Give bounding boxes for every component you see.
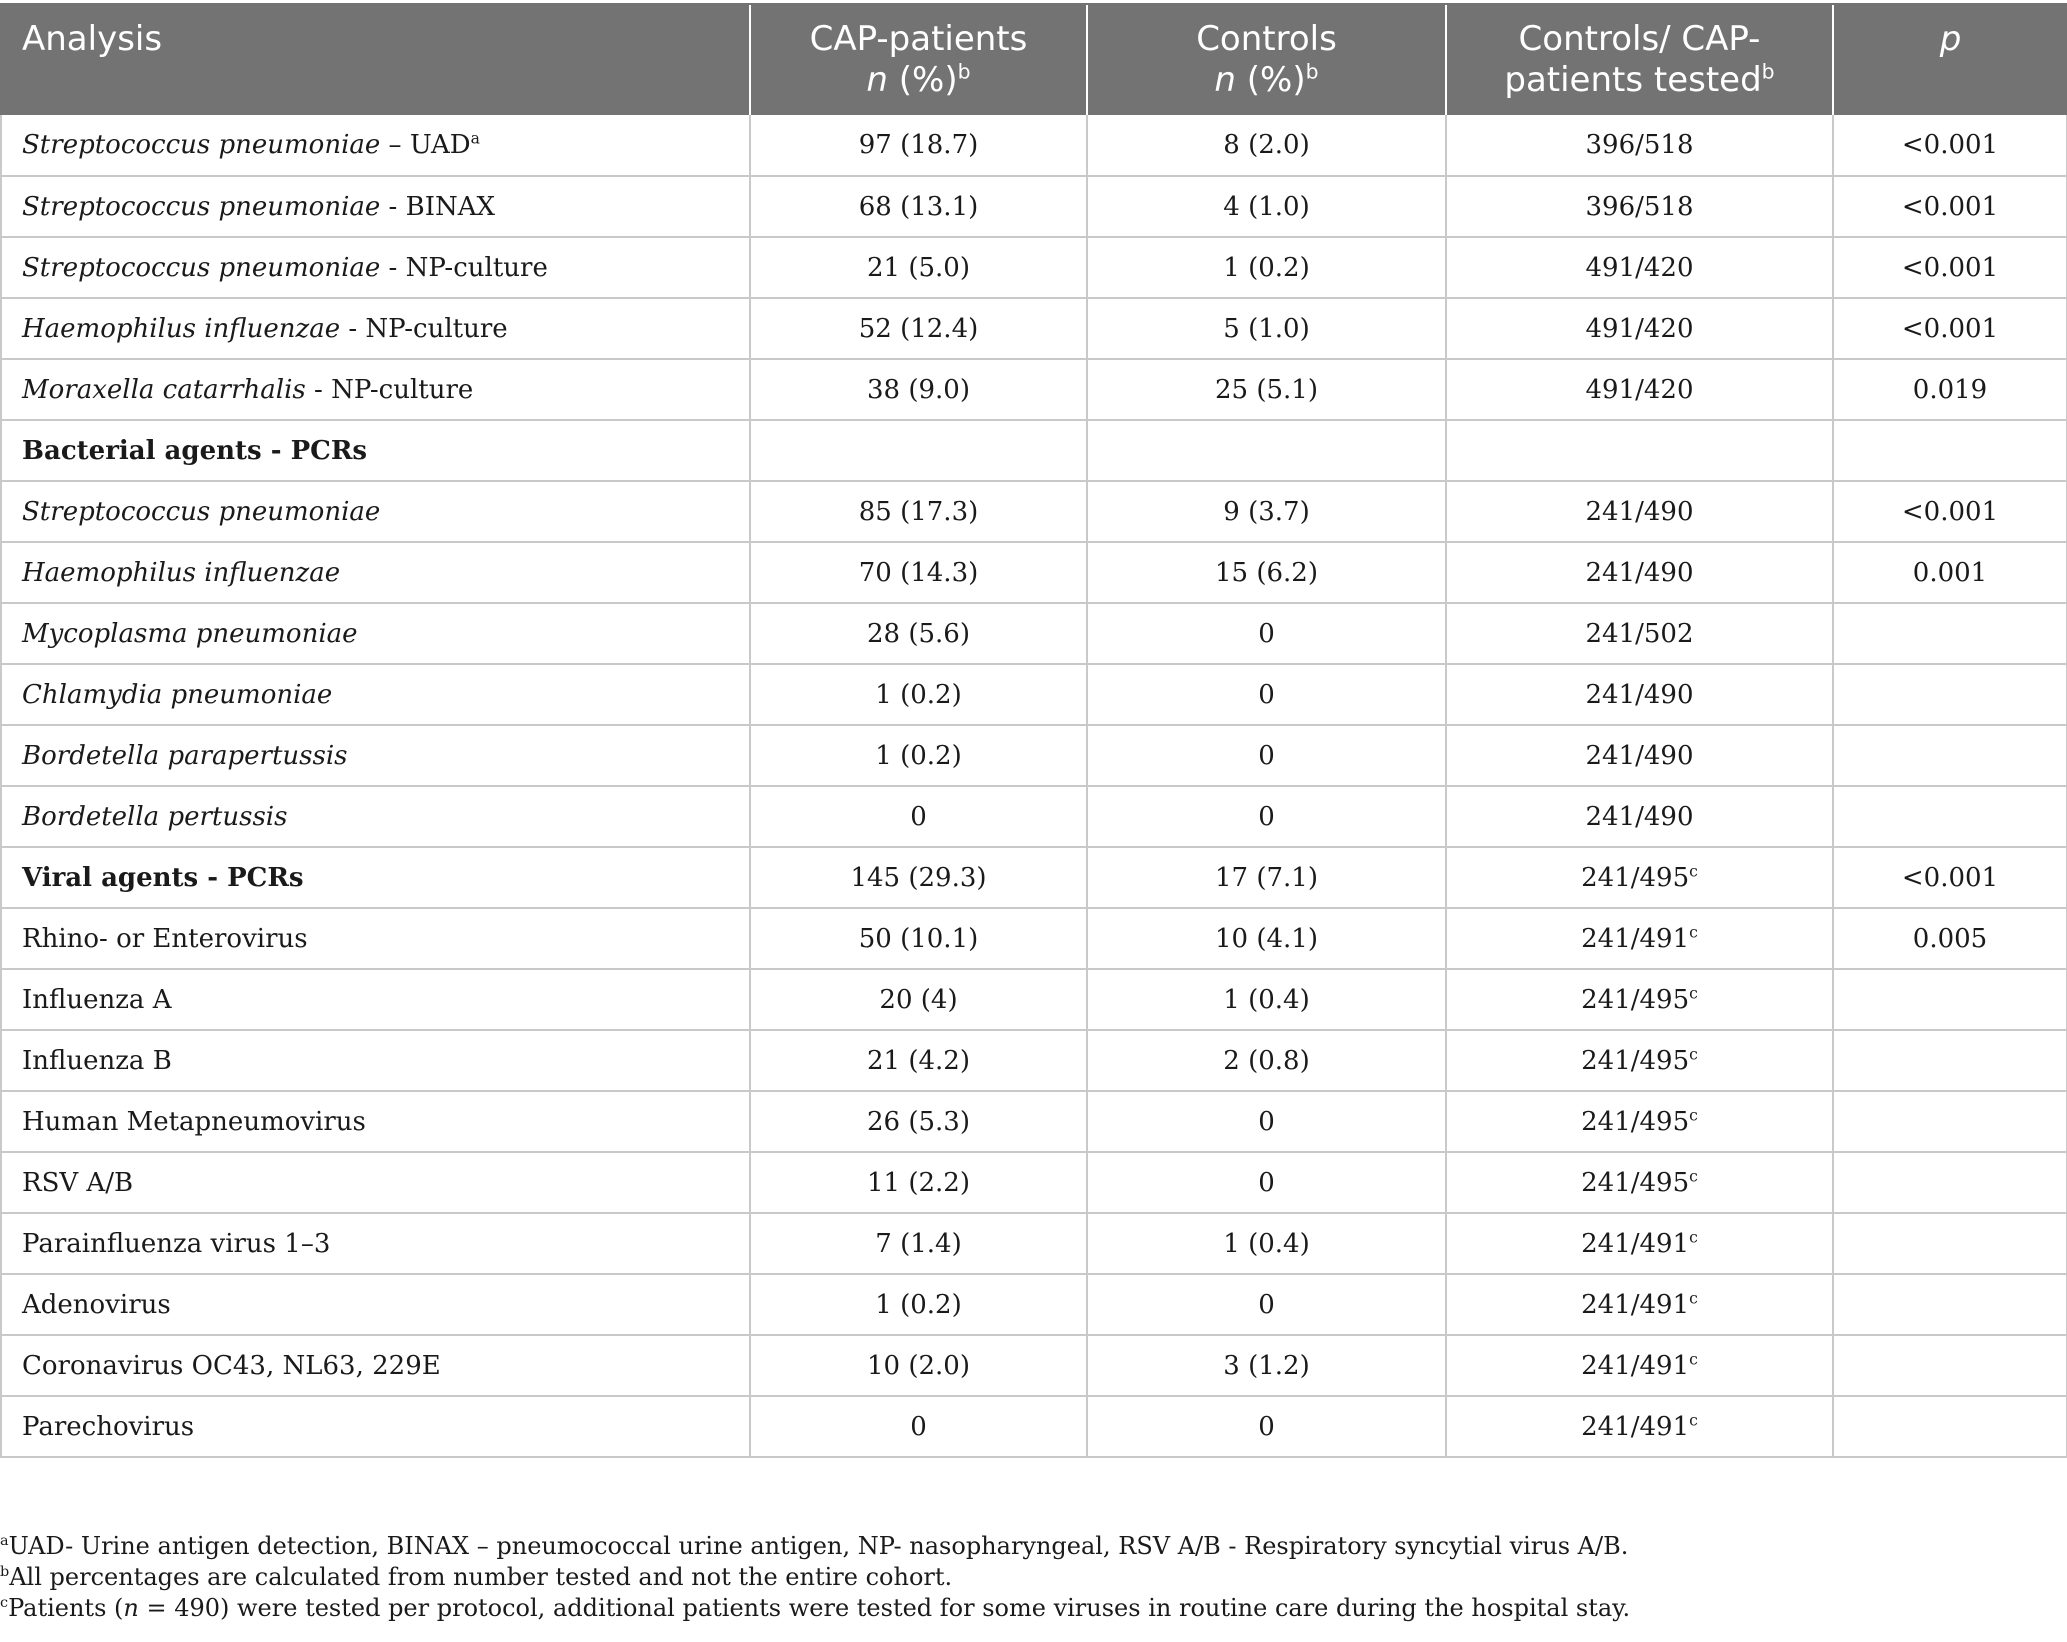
cell-analysis — [1, 664, 750, 725]
cell-cap-patients — [750, 603, 1087, 664]
footnote-b-text: All percentages are calculated from number tested and not the entire cohort. — [9, 1563, 953, 1591]
tested-value: 491/420 — [1585, 252, 1694, 283]
controls-value: 0 — [1258, 618, 1275, 649]
controls-value: 2 (0.8) — [1223, 1045, 1310, 1076]
analysis-label: Influenza A — [22, 984, 172, 1015]
cell-cap-patients — [750, 1030, 1087, 1091]
tested-value: 241/495 — [1581, 1167, 1690, 1198]
tested-value: 396/518 — [1585, 191, 1694, 222]
cell-cap-patients — [750, 420, 1087, 481]
cell-p-value — [1833, 1213, 2067, 1274]
cell-analysis — [1, 359, 750, 420]
header-controls-line1: Controls — [1196, 19, 1337, 59]
cell-tested — [1446, 725, 1833, 786]
header-controls — [1087, 4, 1446, 115]
controls-value: 17 (7.1) — [1215, 862, 1318, 893]
cell-p-value — [1833, 1091, 2067, 1152]
cell-controls — [1087, 969, 1446, 1030]
cell-analysis — [1, 115, 750, 176]
table-row — [1, 847, 2067, 908]
tested-value: 241/491 — [1581, 923, 1690, 954]
cell-cap-patients — [750, 237, 1087, 298]
table-row — [1, 908, 2067, 969]
organism-name: Streptococcus pneumoniae — [22, 191, 381, 222]
cell-tested — [1446, 908, 1833, 969]
cell-p-value — [1833, 298, 2067, 359]
organism-name: Streptococcus pneumoniae — [22, 130, 381, 160]
header-cap-patients — [750, 4, 1087, 115]
table-row — [1, 664, 2067, 725]
cell-cap-patients — [750, 725, 1087, 786]
cap-value: 7 (1.4) — [875, 1228, 962, 1259]
cell-controls — [1087, 1152, 1446, 1213]
cell-tested — [1446, 1274, 1833, 1335]
section-heading: Bacterial agents - PCRs — [22, 435, 368, 466]
table-row — [1, 481, 2067, 542]
method-suffix: – UAD — [380, 130, 471, 160]
cell-tested — [1446, 1030, 1833, 1091]
cell-cap-patients — [750, 359, 1087, 420]
method-suffix: - NP-culture — [305, 374, 474, 405]
cell-tested — [1446, 603, 1833, 664]
cell-cap-patients — [750, 664, 1087, 725]
analysis-label: Coronavirus OC43, NL63, 229E — [22, 1350, 441, 1381]
cell-cap-patients — [750, 115, 1087, 176]
cell-controls — [1087, 115, 1446, 176]
footnote-mark: c — [1689, 1105, 1698, 1124]
table-row — [1, 420, 2067, 481]
cap-value: 0 — [910, 1411, 927, 1442]
cell-analysis — [1, 603, 750, 664]
controls-value: 3 (1.2) — [1223, 1350, 1310, 1381]
analysis-label: Human Metapneumovirus — [22, 1106, 366, 1137]
cell-cap-patients — [750, 176, 1087, 237]
controls-value: 0 — [1258, 1106, 1275, 1137]
header-tested — [1446, 4, 1833, 115]
cell-cap-patients — [750, 481, 1087, 542]
footnote-c-n: n — [123, 1594, 139, 1622]
table-row — [1, 359, 2067, 420]
header-row — [1, 4, 2067, 115]
cell-analysis — [1, 1274, 750, 1335]
cap-value: 38 (9.0) — [867, 374, 970, 405]
tested-value: 241/490 — [1585, 679, 1694, 710]
method-suffix: - BINAX — [380, 191, 496, 222]
tested-value: 241/490 — [1585, 557, 1694, 588]
cell-analysis — [1, 298, 750, 359]
controls-value: 0 — [1258, 1411, 1275, 1442]
table-row — [1, 298, 2067, 359]
cell-analysis — [1, 237, 750, 298]
cap-value: 97 (18.7) — [858, 130, 979, 160]
cell-controls — [1087, 237, 1446, 298]
cell-analysis — [1, 420, 750, 481]
organism-name: Streptococcus pneumoniae — [22, 496, 381, 527]
controls-value: 8 (2.0) — [1223, 130, 1310, 160]
footnote-mark: c — [1689, 922, 1698, 941]
controls-value: 10 (4.1) — [1215, 923, 1318, 954]
table-row — [1, 1091, 2067, 1152]
cell-tested — [1446, 1396, 1833, 1457]
tested-value: 241/491 — [1581, 1228, 1690, 1259]
table-row — [1, 542, 2067, 603]
cap-value: 1 (0.2) — [875, 679, 962, 710]
cell-analysis — [1, 176, 750, 237]
cell-cap-patients — [750, 1213, 1087, 1274]
cap-value: 70 (14.3) — [858, 557, 979, 588]
footnote-c — [0, 1593, 1630, 1624]
cell-tested — [1446, 420, 1833, 481]
header-cap-n: n — [866, 60, 888, 100]
tested-value: 241/491 — [1581, 1411, 1690, 1442]
cell-p-value — [1833, 1152, 2067, 1213]
table-header — [1, 4, 2067, 115]
table-row — [1, 786, 2067, 847]
p-value: 0.019 — [1912, 374, 1988, 405]
cap-value: 11 (2.2) — [867, 1167, 970, 1198]
cell-tested — [1446, 969, 1833, 1030]
header-tested-line1: Controls/ CAP- — [1518, 19, 1761, 59]
header-tested-footnote-mark: b — [1761, 59, 1775, 84]
cap-value: 21 (4.2) — [867, 1045, 970, 1076]
footnote-b-mark: b — [0, 1564, 10, 1580]
table-body — [1, 115, 2067, 1457]
cell-p-value — [1833, 725, 2067, 786]
controls-value: 0 — [1258, 1167, 1275, 1198]
p-value: <0.001 — [1901, 862, 1999, 893]
analysis-label: Rhino- or Enterovirus — [22, 923, 308, 954]
cell-controls — [1087, 481, 1446, 542]
header-controls-n: n — [1214, 60, 1236, 100]
organism-name: Moraxella catarrhalis — [22, 374, 306, 405]
tested-value: 241/495 — [1581, 984, 1690, 1015]
controls-value: 4 (1.0) — [1223, 191, 1310, 222]
tested-value: 241/495 — [1581, 862, 1690, 893]
cell-tested — [1446, 481, 1833, 542]
cell-p-value — [1833, 542, 2067, 603]
cell-tested — [1446, 847, 1833, 908]
cell-p-value — [1833, 603, 2067, 664]
header-cap-pct: (%) — [887, 60, 958, 100]
tested-value: 491/420 — [1585, 313, 1694, 344]
cell-analysis — [1, 1396, 750, 1457]
tested-value: 396/518 — [1585, 130, 1694, 160]
table-row — [1, 115, 2067, 176]
table-row — [1, 237, 2067, 298]
cell-cap-patients — [750, 847, 1087, 908]
cell-tested — [1446, 1152, 1833, 1213]
organism-name: Chlamydia pneumoniae — [22, 679, 333, 710]
cell-cap-patients — [750, 1152, 1087, 1213]
cell-controls — [1087, 1030, 1446, 1091]
cell-cap-patients — [750, 969, 1087, 1030]
controls-value: 0 — [1258, 1289, 1275, 1320]
footnote-mark: c — [1689, 861, 1698, 880]
table-row — [1, 1152, 2067, 1213]
cap-value: 10 (2.0) — [867, 1350, 970, 1381]
analysis-label: Parechovirus — [22, 1411, 195, 1442]
cell-analysis — [1, 1030, 750, 1091]
cell-analysis — [1, 908, 750, 969]
analysis-label: Adenovirus — [22, 1289, 171, 1320]
footnotes — [0, 1531, 1630, 1624]
results-table-container — [0, 3, 2067, 1458]
cell-tested — [1446, 664, 1833, 725]
table-row — [1, 1396, 2067, 1457]
cell-analysis — [1, 847, 750, 908]
header-analysis-label: Analysis — [22, 19, 163, 59]
cell-p-value — [1833, 969, 2067, 1030]
analysis-label: Influenza B — [22, 1045, 172, 1076]
cell-tested — [1446, 1335, 1833, 1396]
cell-tested — [1446, 1091, 1833, 1152]
tested-value: 241/491 — [1581, 1289, 1690, 1320]
footnote-mark: c — [1689, 1166, 1698, 1185]
method-suffix: - NP-culture — [380, 252, 548, 283]
cell-p-value — [1833, 847, 2067, 908]
footnote-mark: a — [470, 129, 480, 148]
cap-value: 0 — [910, 801, 927, 832]
cell-controls — [1087, 359, 1446, 420]
cell-cap-patients — [750, 1274, 1087, 1335]
footnote-mark: c — [1689, 1349, 1698, 1368]
footnote-mark: c — [1689, 1288, 1698, 1307]
cell-controls — [1087, 847, 1446, 908]
cell-cap-patients — [750, 298, 1087, 359]
footnote-b — [0, 1562, 1630, 1593]
controls-value: 25 (5.1) — [1215, 374, 1318, 405]
cell-controls — [1087, 1091, 1446, 1152]
cell-analysis — [1, 725, 750, 786]
cell-p-value — [1833, 1274, 2067, 1335]
controls-value: 0 — [1258, 740, 1275, 771]
controls-value: 1 (0.4) — [1223, 1228, 1310, 1259]
footnote-a-text: UAD- Urine antigen detection, BINAX – pneumococcal urine antigen, NP- nasopharyngeal, RSV A/B - Respiratory syncytial virus A/B. — [8, 1532, 1629, 1560]
cell-p-value — [1833, 1335, 2067, 1396]
section-heading: Viral agents - PCRs — [22, 862, 304, 893]
cell-p-value — [1833, 664, 2067, 725]
organism-name: Streptococcus pneumoniae — [22, 252, 381, 283]
tested-value: 241/495 — [1581, 1045, 1690, 1076]
cell-controls — [1087, 420, 1446, 481]
cell-controls — [1087, 603, 1446, 664]
header-cap-footnote-mark: b — [957, 59, 971, 84]
cell-analysis — [1, 1213, 750, 1274]
tested-value: 241/490 — [1585, 740, 1694, 771]
cell-p-value — [1833, 908, 2067, 969]
table-row — [1, 1335, 2067, 1396]
cell-controls — [1087, 298, 1446, 359]
cap-value: 145 (29.3) — [850, 862, 987, 893]
controls-value: 5 (1.0) — [1223, 313, 1310, 344]
cap-value: 50 (10.1) — [858, 923, 979, 954]
cell-controls — [1087, 1213, 1446, 1274]
cell-analysis — [1, 1091, 750, 1152]
cell-controls — [1087, 725, 1446, 786]
cell-controls — [1087, 786, 1446, 847]
footnote-mark: c — [1689, 1410, 1698, 1429]
cell-analysis — [1, 969, 750, 1030]
cell-cap-patients — [750, 786, 1087, 847]
controls-value: 0 — [1258, 679, 1275, 710]
table-row — [1, 1274, 2067, 1335]
table-row — [1, 1030, 2067, 1091]
cell-p-value — [1833, 481, 2067, 542]
organism-name: Haemophilus influenzae — [22, 557, 341, 588]
cell-tested — [1446, 298, 1833, 359]
footnote-mark: c — [1689, 983, 1698, 1002]
footnote-c-mark: c — [0, 1595, 9, 1611]
cell-analysis — [1, 481, 750, 542]
cell-p-value — [1833, 420, 2067, 481]
cell-tested — [1446, 542, 1833, 603]
cap-value: 28 (5.6) — [867, 618, 970, 649]
cap-value: 20 (4) — [879, 984, 958, 1015]
header-p-value — [1833, 4, 2067, 115]
cell-controls — [1087, 542, 1446, 603]
p-value: <0.001 — [1901, 313, 1999, 344]
footnote-a — [0, 1531, 1630, 1562]
analysis-label: Parainfluenza virus 1–3 — [22, 1228, 331, 1259]
cell-analysis — [1, 1335, 750, 1396]
cap-value: 26 (5.3) — [867, 1106, 970, 1137]
p-value: <0.001 — [1901, 496, 1999, 527]
cap-value: 1 (0.2) — [875, 740, 962, 771]
cell-analysis — [1, 542, 750, 603]
footnote-c-pre: Patients ( — [8, 1594, 124, 1622]
cell-cap-patients — [750, 1335, 1087, 1396]
cell-tested — [1446, 115, 1833, 176]
cell-tested — [1446, 1213, 1833, 1274]
cell-tested — [1446, 786, 1833, 847]
cell-p-value — [1833, 1030, 2067, 1091]
cell-tested — [1446, 176, 1833, 237]
cell-controls — [1087, 1274, 1446, 1335]
cell-cap-patients — [750, 908, 1087, 969]
header-analysis — [1, 4, 750, 115]
table-row — [1, 176, 2067, 237]
analysis-label: RSV A/B — [22, 1167, 134, 1198]
cap-value: 68 (13.1) — [858, 191, 979, 222]
footnote-mark: c — [1689, 1044, 1698, 1063]
p-value: 0.001 — [1912, 557, 1988, 588]
cell-controls — [1087, 1396, 1446, 1457]
table-row — [1, 725, 2067, 786]
header-cap-line1: CAP-patients — [809, 19, 1028, 59]
tested-value: 491/420 — [1585, 374, 1694, 405]
footnote-mark: c — [1689, 1227, 1698, 1246]
p-value: <0.001 — [1901, 252, 1999, 283]
controls-value: 0 — [1258, 801, 1275, 832]
tested-value: 241/495 — [1581, 1106, 1690, 1137]
organism-name: Haemophilus influenzae — [22, 313, 341, 344]
controls-value: 15 (6.2) — [1215, 557, 1318, 588]
cell-p-value — [1833, 1396, 2067, 1457]
cell-cap-patients — [750, 1091, 1087, 1152]
cell-tested — [1446, 237, 1833, 298]
cell-controls — [1087, 664, 1446, 725]
controls-value: 1 (0.2) — [1223, 252, 1310, 283]
p-value: <0.001 — [1901, 191, 1999, 222]
cell-p-value — [1833, 359, 2067, 420]
controls-value: 1 (0.4) — [1223, 984, 1310, 1015]
table-row — [1, 603, 2067, 664]
tested-value: 241/490 — [1585, 801, 1694, 832]
tested-value: 241/490 — [1585, 496, 1694, 527]
cap-value: 85 (17.3) — [858, 496, 979, 527]
cap-value: 21 (5.0) — [867, 252, 970, 283]
cell-cap-patients — [750, 542, 1087, 603]
header-tested-line2: patients tested — [1504, 60, 1762, 100]
cell-analysis — [1, 1152, 750, 1213]
organism-name: Bordetella parapertussis — [22, 740, 348, 771]
cell-p-value — [1833, 176, 2067, 237]
organism-name: Mycoplasma pneumoniae — [22, 618, 358, 649]
cell-p-value — [1833, 115, 2067, 176]
results-table — [0, 3, 2067, 1458]
cell-controls — [1087, 176, 1446, 237]
header-controls-pct: (%) — [1235, 60, 1306, 100]
organism-name: Bordetella pertussis — [22, 801, 288, 832]
tested-value: 241/502 — [1585, 618, 1694, 649]
cell-cap-patients — [750, 1396, 1087, 1457]
cell-tested — [1446, 359, 1833, 420]
table-row — [1, 969, 2067, 1030]
cell-p-value — [1833, 237, 2067, 298]
header-p-label: p — [1939, 19, 1962, 59]
p-value: 0.005 — [1912, 923, 1988, 954]
method-suffix: - NP-culture — [340, 313, 508, 344]
header-controls-footnote-mark: b — [1305, 59, 1319, 84]
controls-value: 9 (3.7) — [1223, 496, 1310, 527]
cell-analysis — [1, 786, 750, 847]
cap-value: 52 (12.4) — [858, 313, 979, 344]
footnote-a-mark: a — [0, 1533, 9, 1549]
p-value: <0.001 — [1901, 130, 1999, 160]
table-row — [1, 1213, 2067, 1274]
cell-controls — [1087, 908, 1446, 969]
cell-p-value — [1833, 786, 2067, 847]
footnote-c-post: = 490) were tested per protocol, additional patients were tested for some viruses in routine care during the hospital stay. — [138, 1594, 1631, 1622]
cap-value: 1 (0.2) — [875, 1289, 962, 1320]
cell-controls — [1087, 1335, 1446, 1396]
tested-value: 241/491 — [1581, 1350, 1690, 1381]
